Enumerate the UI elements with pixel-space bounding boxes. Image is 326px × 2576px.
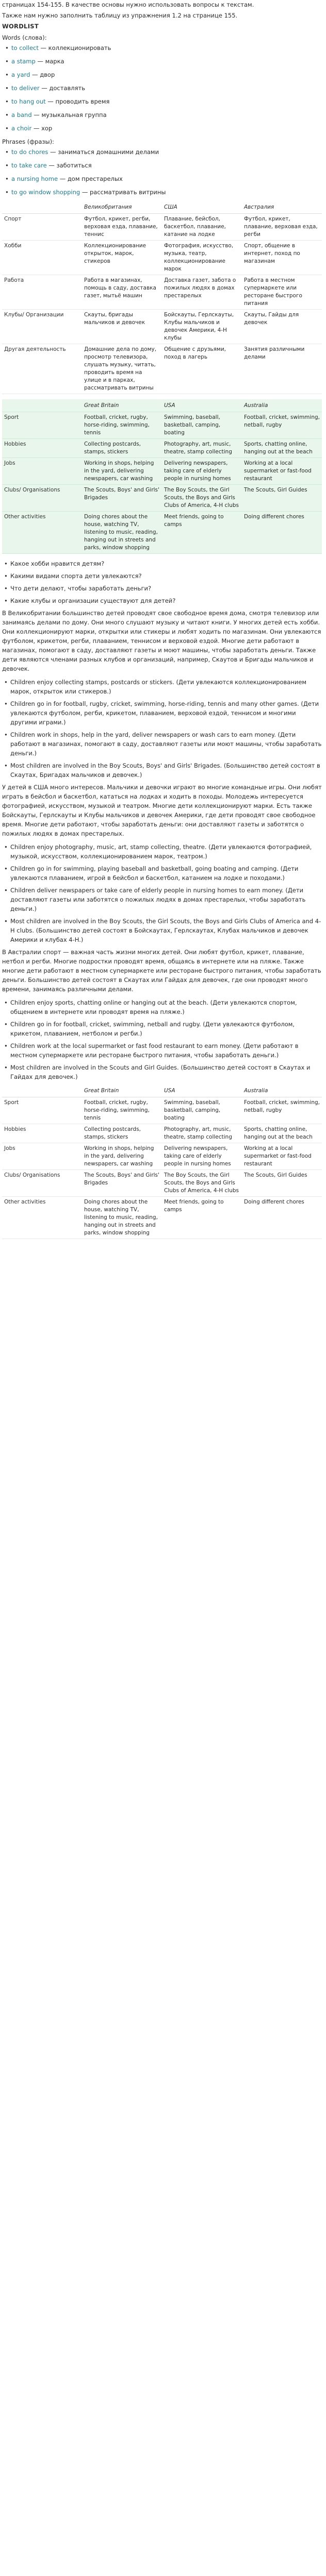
wordlist-title: WORDLIST [2, 23, 39, 30]
table-cell: Swimming, baseball, basketball, camping, boating [162, 412, 242, 439]
table-cell: Футбол, крикет, регби, верховая езда, плавание, теннис [82, 214, 162, 241]
word-item [2, 110, 324, 120]
table-row [2, 439, 322, 458]
intro-line-1: страницах 154-155. В качестве основы нужно использовать вопросы к текстам. [2, 1, 254, 8]
table-cell: Swimming, baseball, basketball, camping, boating [162, 1097, 242, 1124]
dash-separator: — [45, 98, 56, 105]
table-cell: Photography, art, music, theatre, stamp collecting [162, 439, 242, 458]
answer-english: Children enjoy collecting stamps, postcards or stickers. [10, 679, 174, 686]
table-cell: Работа в магазинах, помощь в саду, доставка газет, мытьё машин [82, 275, 162, 310]
word-item [2, 43, 324, 53]
table-cell: Занятия различными делами [242, 344, 322, 394]
table-row-label: Sport [2, 412, 82, 439]
table-cell: Meet friends, going to camps [162, 512, 242, 554]
comparison-table-en [2, 399, 322, 554]
question-item: • Что дети делают, чтобы заработать деньги? [2, 584, 324, 593]
answer-item [2, 886, 324, 913]
table-cell: Спорт, общение в интернет, поход по магазинам [242, 241, 322, 275]
word-english: a choir [11, 125, 32, 132]
paragraph-australia: В Австралии спорт — важная часть жизни многих детей. Они любят футбол, крикет, плавание, нетбол и регби. Многие подростки проводят время, общаясь в интернете или на пляже. Также многие дети работают в местном супермаркете или ресторане быстрого питания, чтобы заработать деньги. Большинство детей состоят в Скаутах или Гайдах для девочек, где они проводят много времени, занимаясь различными делами. [2, 948, 321, 993]
table-cell: Football, cricket, rugby, horse-riding, swimming, tennis [82, 412, 162, 439]
table-row [2, 275, 322, 310]
table-cell: Doing chores about the house, watching TV, listening to music, reading, hanging out in streets and parks, window shopping [82, 1197, 162, 1239]
question-item: • Какие клубы и организации существуют для детей? [2, 596, 324, 605]
answer-english: Children deliver newspapers or take care of elderly people in nursing homes to earn money. [10, 887, 284, 894]
table-cell: Working in shops, helping in the yard, delivering newspapers, car washing [82, 458, 162, 485]
dash-separator: — [31, 125, 42, 132]
question-item: • Какими видами спорта дети увлекаются? [2, 571, 324, 581]
dash-separator: — [31, 111, 42, 118]
table-cell: Meet friends, going to camps [162, 1197, 242, 1239]
table-cell: Working at a local supermarket or fast-food restaurant [242, 1143, 322, 1170]
word-english: a band [11, 111, 32, 118]
table-cell: Домашние дела по дому, просмотр телевизора, слушать музыку, читать, проводить время на улице и в парках, рассматривать витрины [82, 344, 162, 394]
intro-line-2: Также нам нужно заполнить таблицу из упражнения 1.2 на странице 155. [2, 12, 238, 19]
word-russian: хор [41, 125, 53, 132]
table-cell: Delivering newspapers, taking care of elderly people in nursing homes [162, 458, 242, 485]
table-cell: Скауты, бригады мальчиков и девочек [82, 310, 162, 344]
table-row-label: Другая деятельность [2, 344, 82, 394]
table-row-label: Работа [2, 275, 82, 310]
answers-usa [2, 842, 324, 944]
table-cell: The Scouts, Girl Guides [242, 1170, 322, 1197]
table-header-cell [2, 201, 82, 214]
table-header-cell [2, 399, 82, 412]
answer-russian: (Дети увлекаются футболом, крикетом, плаванием, нетболом и регби.) [10, 1021, 295, 1037]
answer-item [2, 1020, 324, 1038]
phrase-item [2, 147, 324, 157]
dash-separator: — [35, 58, 45, 65]
table-row-label: Хобби [2, 241, 82, 275]
table-cell: Работа в местном супермаркете или ресторане быстрого питания [242, 275, 322, 310]
table-cell: Доставка газет, забота о пожилых людях в домах престарелых [162, 275, 242, 310]
table-header-cell: Австралия [242, 201, 322, 214]
dash-separator: — [46, 162, 57, 169]
questions-list [2, 559, 324, 605]
table-cell: Футбол, крикет, плавание, верховая езда, регби [242, 214, 322, 241]
word-item [2, 83, 324, 93]
answer-russian: (Дети доставляют газеты или заботятся о пожилых людях в домах престарелых, чтобы заработать деньги.) [10, 887, 306, 912]
document-page [0, 0, 326, 1250]
table-header-row [2, 201, 322, 214]
table-row-label: Hobbies [2, 1124, 82, 1143]
answer-russian: (Дети увлекаются фотографией, музыкой, искусством, коллекционированием марок, театром.) [10, 843, 312, 860]
table-cell: Delivering newspapers, taking care of elderly people in nursing homes [162, 1143, 242, 1170]
table-row [2, 214, 322, 241]
phrases-list [2, 147, 324, 197]
word-russian: музыкальная группа [41, 111, 107, 118]
table-cell: Working at a local supermarket or fast-food restaurant [242, 458, 322, 485]
table-header-cell: Великобритания [82, 201, 162, 214]
table-header-cell: Great Britain [82, 399, 162, 412]
phrase-english: to do chores [11, 148, 48, 156]
table-cell: Плавание, бейсбол, баскетбол, плавание, катание на лодке [162, 214, 242, 241]
word-russian: проводить время [55, 98, 110, 105]
table-cell: Sports, chatting online, hanging out at the beach [242, 439, 322, 458]
table-row [2, 412, 322, 439]
table-cell: Football, cricket, swimming, netball, rugby [242, 1097, 322, 1124]
table-row-label: Hobbies [2, 439, 82, 458]
word-item [2, 124, 324, 133]
answer-english: Children go in for swimming, playing baseball and basketball, going boating and camping. [10, 865, 279, 872]
table-row [2, 1197, 322, 1239]
phrase-russian: заботиться [56, 162, 92, 169]
answer-russian: (Дети увлекаются футболом, регби, крикетом, плаванием, верховой ездой, теннисом и многими другими играми.) [10, 700, 319, 726]
table-cell: Photography, art, music, theatre, stamp collecting [162, 1124, 242, 1143]
table-cell: The Scouts, Boys' and Girls' Brigades [82, 485, 162, 512]
answer-item [2, 699, 324, 727]
table-cell: Working in shops, helping in the yard, delivering newspapers, car washing [82, 1143, 162, 1170]
comparison-table-en-2 [2, 1084, 322, 1239]
word-russian: марка [45, 58, 64, 65]
answer-item [2, 864, 324, 883]
table-row [2, 458, 322, 485]
table-row-label: Jobs [2, 1143, 82, 1170]
dash-separator: — [48, 148, 58, 156]
paragraph-great-britain: В Великобритании большинство детей проводят свое свободное время дома, смотря телевизор или занимаясь делами по дому. Они много слушают музыку и читают книги. У многих детей есть хобби. Они коллекционируют марки, открытки или стикеры и любят ходить по магазинам. Они увлекаются футболом, крикетом, регби, плаванием, теннисом и верховой ездой. Многие дети работают в магазинах, помогают в саду, доставляют газеты и моют машины, чтобы заработать деньги. Также дети являются членами разных клубов и организаций, например, Скаутов и Бригады мальчиков и девочек. [2, 609, 321, 672]
table-cell: The Scouts, Girl Guides [242, 485, 322, 512]
answer-english: Children go in for football, cricket, swimming, netball and rugby. [10, 1021, 201, 1028]
phrase-english: a nursing home [11, 175, 58, 182]
word-russian: двор [40, 71, 55, 78]
table-row-label: Спорт [2, 214, 82, 241]
table-row [2, 1143, 322, 1170]
table-row-label: Other activities [2, 512, 82, 554]
answer-english: Children go in for football, rugby, cricket, swimming, horse-riding, tennis and many other games. [10, 700, 299, 707]
table-cell: Фотография, искусство, музыка, театр, коллекционирование марок [162, 241, 242, 275]
phrase-english: to go window shopping [11, 189, 80, 196]
answer-item [2, 677, 324, 696]
table-header-cell: USA [162, 399, 242, 412]
table-cell: The Boy Scouts, the Girl Scouts, the Boys and Girls Clubs of America, 4-H clubs [162, 485, 242, 512]
phrase-item [2, 188, 324, 197]
phrases-label: Phrases (фразы): [2, 138, 54, 145]
table-cell: The Boy Scouts, the Girl Scouts, the Boys and Girls Clubs of America, 4-H clubs [162, 1170, 242, 1197]
answer-russian: (Большинство детей состоят в Скаутах, Бригадах мальчиков и девочек.) [10, 762, 320, 778]
words-list [2, 43, 324, 133]
answer-item [2, 842, 324, 861]
table-header-cell: США [162, 201, 242, 214]
question-item: • Какое хобби нравится детям? [2, 559, 324, 568]
table-row [2, 1097, 322, 1124]
word-english: to hang out [11, 98, 46, 105]
answer-english: Children work in shops, help in the yard, deliver newspapers or wash cars to earn money. [10, 731, 276, 738]
answer-english: Children enjoy sports, chatting online or hanging out at the beach. [10, 999, 208, 1006]
table-cell: Football, cricket, rugby, horse-riding, swimming, tennis [82, 1097, 162, 1124]
answer-item [2, 1063, 324, 1081]
word-russian: доставлять [49, 84, 85, 92]
table-row-label: Clubs/ Organisations [2, 1170, 82, 1197]
answer-russian: (Дети увлекаются спортом, общением в интернете или проводят время на пляже.) [10, 999, 297, 1015]
answer-russian: (Дети увлекаются коллекционированием марок, открыток или стикеров.) [10, 679, 307, 695]
table-cell: Скауты, Гайды для девочек [242, 310, 322, 344]
answer-item [2, 1041, 324, 1060]
paragraph-usa: У детей в США много интересов. Мальчики и девочки играют во многие командные игры. Они любят играть в бейсбол и баскетбол, кататься на лодках и ходить в походы. Молодежь интересуется фотографией, искусством, музыкой и театром. Многие дети коллекционируют марки. Есть также Бойскауты, Герлскауты и Клубы мальчиков и девочек Америки, где дети проводят свое свободное время. Многие дети работают, чтобы заработать деньги: они доставляют газеты и заботятся о пожилых людях в домах престарелых. [2, 784, 322, 837]
table-row-label: Клубы/ Организации [2, 310, 82, 344]
table-row [2, 512, 322, 554]
table-row-label: Sport [2, 1097, 82, 1124]
table-row [2, 1170, 322, 1197]
table-header-row [2, 399, 322, 412]
answer-item [2, 730, 324, 758]
dash-separator: — [80, 189, 90, 196]
phrase-russian: рассматривать витрины [90, 189, 166, 196]
table-row [2, 485, 322, 512]
table-header-cell: Great Britain [82, 1084, 162, 1097]
table-header-cell: Australia [242, 1084, 322, 1097]
answer-russian: (Дети работают в местном супермаркете или ресторане быстрого питания, чтобы заработать деньги.) [10, 1042, 299, 1059]
table-row-label: Other activities [2, 1197, 82, 1239]
table-header-cell [2, 1084, 82, 1097]
table-cell: Football, cricket, swimming, netball, rugby [242, 412, 322, 439]
answer-item [2, 998, 324, 1016]
table-cell: Doing different chores [242, 1197, 322, 1239]
answer-russian: (Большинство детей состоят в Скаутах и Гайдах для девочек.) [10, 1064, 311, 1080]
word-item [2, 97, 324, 106]
phrase-item [2, 161, 324, 170]
phrase-russian: дом престарелых [67, 175, 123, 182]
dash-separator: — [58, 175, 68, 182]
table-cell: Общение с друзьями, поход в лагерь [162, 344, 242, 394]
table-cell: Sports, chatting online, hanging out at the beach [242, 1124, 322, 1143]
answer-english: Most children are involved in the Boy Scouts, the Girl Scouts, the Boys and Girls Clubs of America and 4-H clubs. [10, 918, 321, 934]
table-row-label: Jobs [2, 458, 82, 485]
table-row-label: Clubs/ Organisations [2, 485, 82, 512]
words-label: Words (слова): [2, 34, 47, 41]
table-cell: Doing chores about the house, watching TV, listening to music, reading, hanging out in streets and parks, window shopping [82, 512, 162, 554]
word-english: a stamp [11, 58, 36, 65]
answers-great-britain [2, 677, 324, 779]
answer-russian: (Дети увлекаются плаванием, игрой в бейсбол и баскетбол, катанием на лодке и походами.) [10, 865, 299, 882]
answer-russian: (Большинство детей состоят в Бойскаутах, Герлскаутах, Клубах мальчиков и девочек Америки и клубах 4-H.) [10, 927, 308, 943]
answer-russian: (Дети работают в магазинах, помогают в саду, доставляют газеты или моют машины, чтобы заработать деньги.) [10, 731, 322, 757]
answer-english: Children enjoy photography, music, art, stamp collecting, theatre. [10, 843, 207, 851]
table-cell: Collecting postcards, stamps, stickers [82, 1124, 162, 1143]
table-row [2, 241, 322, 275]
dash-separator: — [39, 84, 50, 92]
table-row [2, 310, 322, 344]
table-row [2, 344, 322, 394]
answer-english: Most children are involved in the Boy Scouts, Boys' and Girls' Brigades. [10, 762, 222, 769]
comparison-table-ru [2, 201, 322, 394]
word-english: a yard [11, 71, 30, 78]
word-item [2, 57, 324, 66]
table-cell: Collecting postcards, stamps, stickers [82, 439, 162, 458]
dash-separator: — [38, 44, 48, 52]
phrase-russian: заниматься домашними делами [58, 148, 159, 156]
table-cell: The Scouts, Boys' and Girls' Brigades [82, 1170, 162, 1197]
table-cell: Бойскауты, Герлскауты, Клубы мальчиков и девочек Америки, 4-H клубы [162, 310, 242, 344]
table-header-cell: USA [162, 1084, 242, 1097]
word-english: to deliver [11, 84, 40, 92]
word-item [2, 70, 324, 79]
phrase-english: to take care [11, 162, 47, 169]
phrase-item [2, 174, 324, 183]
answer-item [2, 761, 324, 779]
dash-separator: — [30, 71, 40, 78]
answer-english: Most children are involved in the Scouts and Girl Guides. [10, 1064, 179, 1071]
table-header-row [2, 1084, 322, 1097]
table-cell: Коллекционирование открыток, марок, стикеров [82, 241, 162, 275]
answer-item [2, 917, 324, 944]
answer-english: Children work at the local supermarket or fast food restaurant to earn money. [10, 1042, 241, 1049]
word-russian: коллекционировать [48, 44, 111, 52]
table-cell: Doing different chores [242, 512, 322, 554]
word-english: to collect [11, 44, 39, 52]
answers-australia [2, 998, 324, 1081]
table-header-cell: Australia [242, 399, 322, 412]
table-row [2, 1124, 322, 1143]
